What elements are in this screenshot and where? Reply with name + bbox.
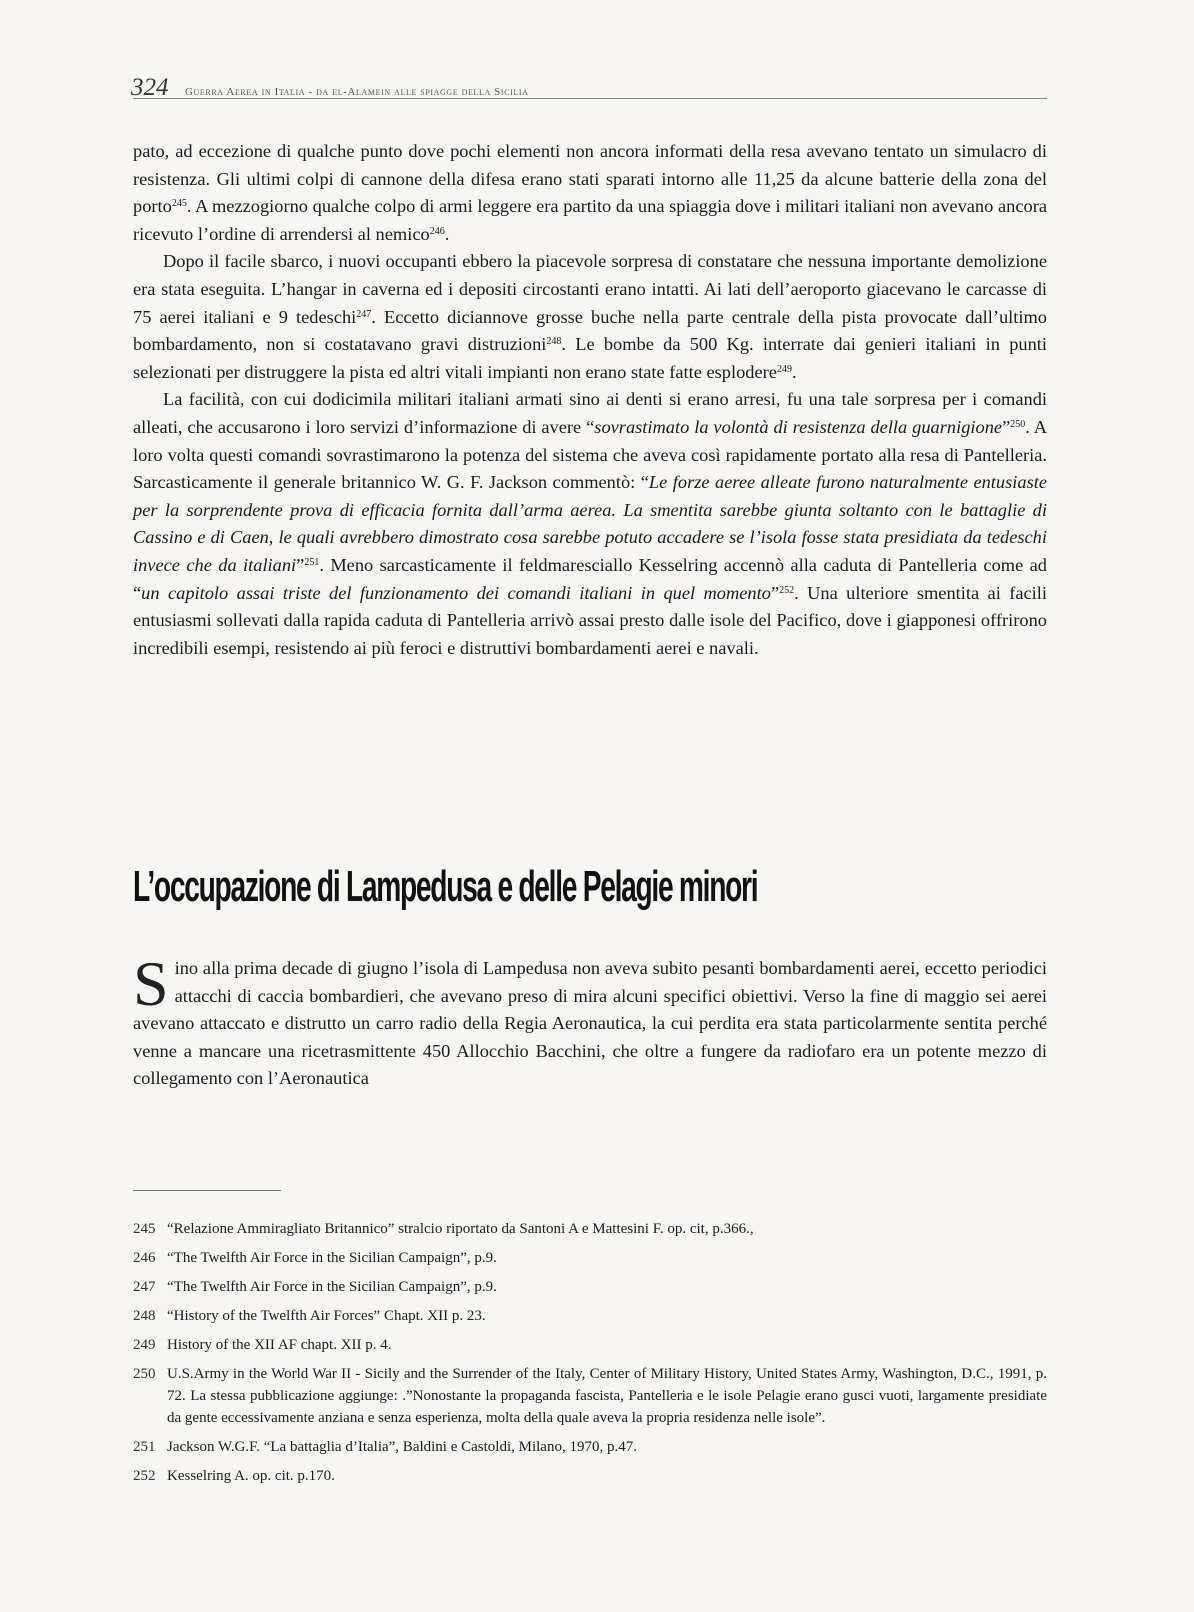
footnote <box>133 1305 1047 1327</box>
footnote-number: 252 <box>133 1468 156 1484</box>
footnote-ref: 245 <box>171 198 187 210</box>
text-segment: . <box>791 361 797 382</box>
text-segment: . Una ulteriore smentita ai facili entusiasmi sollevati dalla rapida caduta di Pantelleria arrivò assai presto dalle isole del Pacifico, dove i giapponesi offrirono incredibili esempi, resistendo ai più feroci e distruttivi bombardamenti aerei e navali. <box>133 582 1047 658</box>
text-segment: ” <box>770 582 780 603</box>
footnote-text: “History of the Twelfth Air Forces” Chapt. XII p. 23. <box>167 1308 486 1324</box>
footnote-number: 251 <box>133 1439 156 1455</box>
footnote-text: Jackson W.G.F. “La battaglia d’Italia”, Baldini e Castoldi, Milano, 1970, p.47. <box>167 1439 637 1455</box>
footnote-ref: 248 <box>546 336 562 348</box>
section-text <box>133 948 1047 1093</box>
footnote-ref: 250 <box>1010 418 1026 430</box>
text-segment: . A loro volta questi comandi sovrastimarono la potenza del sistema che aveva così rapidamente portato alla resa di Pantelleria. Sarcasticamente il generale britannico W. G. F. Jackson commentò: “ <box>133 416 1048 493</box>
footnote-ref: 251 <box>304 556 320 568</box>
footnote-text: U.S.Army in the World War II - Sicily and the Surrender of the Italy, Center of Military History, United States Army, Washington, D.C., 1991, p. 72. La stessa pubblicazione aggiunge: .”Nonostante la propaganda fascista, Pantelleria e le isole Pelagie erano gusci vuoti, largamente presidiate da gente eccessivamente anziana e senza esperienza, molta della quale aveva la propria residenza nelle isole”. <box>167 1366 1047 1426</box>
paragraph <box>133 386 1047 662</box>
text-segment: . Le bombe da 500 Kg. interrate dai genieri italiani in punti selezionati per distruggere la pista ed altri vitali impianti non erano state fatte esplodere <box>133 334 1047 382</box>
page-header <box>133 72 1047 99</box>
text-segment: La facilità, con cui dodicimila militari italiani armati sino ai denti si erano arresi, fu una tale sorpresa per i comandi alleati, che accusarono i loro servizi d’informazione di avere “ <box>133 389 1047 437</box>
footnote-text: Kesselring A. op. cit. p.170. <box>167 1468 335 1484</box>
footnote-text: “Relazione Ammiragliato Britannico” stralcio riportato da Santoni A e Mattesini F. op. cit, p.366., <box>167 1221 754 1237</box>
dropcap: S <box>133 948 169 1019</box>
text-segment: ” <box>296 554 305 575</box>
footnote <box>133 1276 1047 1298</box>
footnote-number: 250 <box>133 1366 156 1382</box>
footnote-text: History of the XII AF chapt. XII p. 4. <box>167 1337 392 1353</box>
footnote-ref: 249 <box>776 363 792 375</box>
footnote <box>133 1363 1047 1429</box>
running-title: Guerra Aerea in Italia - da el-Alamein alle spiagge della Sicilia <box>185 86 529 98</box>
footnote <box>133 1334 1047 1356</box>
footnote <box>133 1465 1047 1487</box>
quotation: sovrastimato la volontà di resistenza della guarnigione <box>594 416 1003 437</box>
text-segment: . A mezzogiorno qualche colpo di armi leggere era partito da una spiaggia dove i militari italiani non avevano ancora ricevuto l’ordine di arrendersi al nemico <box>133 196 1047 244</box>
section-paragraph: ino alla prima decade di giugno l’isola di Lampedusa non aveva subito pesanti bombardamenti aerei, eccetto periodici attacchi di caccia bombardieri, che avevano preso di mira alcuni specifici obiettivi. Verso la fine di maggio sei aerei avevano attaccato e distrutto un carro radio della Regia Aeronautica, la cui perdita era stata particolarmente sentita perché venne a mancare una ricetrasmittente 450 Allocchio Bacchini, che oltre a fungere da radiofaro era un potente mezzo di collegamento con l’Aeronautica <box>133 958 1047 1089</box>
footnote <box>133 1436 1047 1458</box>
footnote-number: 247 <box>133 1279 156 1295</box>
footnote-text: “The Twelfth Air Force in the Sicilian Campaign”, p.9. <box>167 1250 497 1266</box>
page-number: 324 <box>131 74 169 101</box>
footnote <box>133 1218 1047 1240</box>
footnote-rule <box>133 1190 281 1191</box>
text-segment: . Meno sarcasticamente il feldmaresciallo Kesselring accennò alla caduta di Pantelleria come ad “ <box>133 554 1048 603</box>
text-segment: Dopo il facile sbarco, i nuovi occupanti ebbero la piacevole sorpresa di constatare che nessuna importante demolizione era stata eseguita. L’hangar in caverna ed i depositi circostanti erano intatti. Ai lati dell’aeroporto giacevano le carcasse di 75 aerei italiani e 9 tedeschi <box>133 251 1047 327</box>
paragraph <box>133 138 1047 248</box>
quotation: un capitolo assai triste del funzionamento dei comandi italiani in quel momento <box>141 582 771 603</box>
footnote-ref: 247 <box>356 308 372 320</box>
section-title: L’occupazione di Lampedusa e delle Pelagie minori <box>133 862 758 911</box>
footnote-text: “The Twelfth Air Force in the Sicilian Campaign”, p.9. <box>167 1279 497 1295</box>
footnote-number: 246 <box>133 1250 156 1266</box>
footnote-number: 249 <box>133 1337 156 1353</box>
footnote-number: 248 <box>133 1308 156 1324</box>
quotation: Le forze aeree alleate furono naturalmente entusiaste per la sorprendente prova di efficacia fornita dall’arma aerea. La smentita sarebbe giunta soltanto con le battaglie di Cassino e di Caen, le quali avrebbero dimostrato cosa sarebbe potuto accadere se l’isola fosse stata presidiata da tedeschi invece che da italiani <box>133 472 1048 575</box>
footnote <box>133 1247 1047 1269</box>
paragraph <box>133 248 1047 386</box>
text-segment: pato, ad eccezione di qualche punto dove pochi elementi non ancora informati della resa avevano tentato un simulacro di resistenza. Gli ultimi colpi di cannone della difesa erano stati sparati intorno alle 11,25 da alcune batterie della zona del porto <box>133 141 1047 217</box>
body-text <box>133 138 1047 662</box>
text-segment: . <box>444 223 450 244</box>
text-segment: ” <box>1002 416 1011 437</box>
footnotes <box>133 1218 1047 1494</box>
footnote-number: 245 <box>133 1221 156 1237</box>
footnote-ref: 252 <box>779 584 795 596</box>
footnote-ref: 246 <box>429 225 445 237</box>
text-segment: . Eccetto diciannove grosse buche nella parte centrale della pista provocate dall’ultimo bombardamento, non si costatavano gravi distruzioni <box>133 306 1048 355</box>
